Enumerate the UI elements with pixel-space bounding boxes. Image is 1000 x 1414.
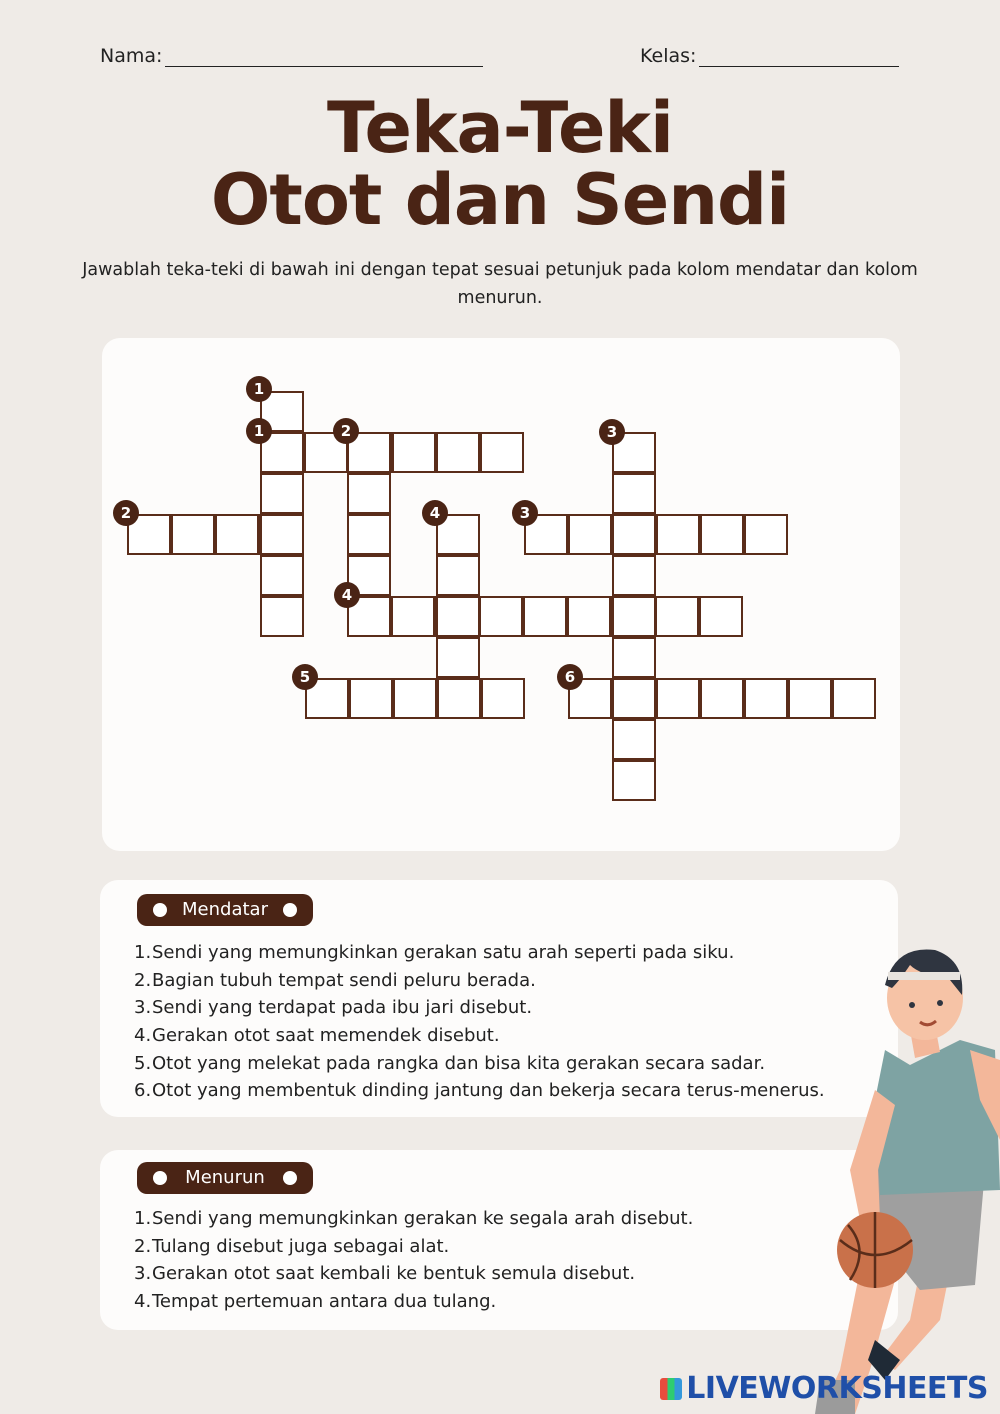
menurun-clue-1: 1.Sendi yang memungkinkan gerakan ke segala arah disebut. [134,1208,694,1229]
crossword-across-3-cell-2[interactable] [568,514,612,555]
logo-text: LIVEWORKSHEETS [686,1371,988,1406]
menurun-pill [137,1162,313,1194]
crossword-across-3-cell-5[interactable] [700,514,744,555]
class-line[interactable] [699,44,899,67]
menurun-clue-2: 2.Tulang disebut juga sebagai alat. [134,1236,450,1257]
clue-number-a5: 5 [292,664,318,690]
logo-icon [660,1378,682,1400]
clue-number-d2: 2 [333,418,359,444]
class-field [640,44,899,67]
clue-number-a3: 3 [512,500,538,526]
crossword-across-1-cell-5[interactable] [436,432,480,473]
crossword-across-6-cell-4[interactable] [700,678,744,719]
crossword-down-2-cell-2[interactable] [347,473,391,514]
crossword-card [102,338,900,851]
crossword-across-2-cell-2[interactable] [171,514,215,555]
basketball-player-illustration [800,940,1000,1414]
crossword-across-4-cell-6[interactable] [567,596,611,637]
crossword-across-3-cell-4[interactable] [656,514,700,555]
crossword-down-1-cell-5[interactable] [260,555,304,596]
menurun-clue-3: 3.Gerakan otot saat kembali ke bentuk semula disebut. [134,1263,636,1284]
mendatar-pill [137,894,313,926]
name-field [100,44,483,67]
mendatar-clue-4: 4.Gerakan otot saat memendek disebut. [134,1025,500,1046]
crossword-across-1-cell-4[interactable] [392,432,436,473]
crossword-across-6-cell-6[interactable] [788,678,832,719]
class-label: Kelas: [640,45,697,67]
clue-number-a2: 2 [113,500,139,526]
clue-number-a6: 6 [557,664,583,690]
clue-number-d4: 4 [422,500,448,526]
mendatar-label: Mendatar [182,899,268,920]
crossword-down-2-cell-3[interactable] [347,514,391,555]
mendatar-clue-6: 6.Otot yang membentuk dinding jantung dan bekerja secara terus-menerus. [134,1080,825,1101]
pill-dot-right [283,1171,297,1185]
clue-number-d1: 1 [246,376,272,402]
instruction-text: Jawablah teka-teki di bawah ini dengan tepat sesuai petunjuk pada kolom mendatar dan kolom menurun. [82,260,918,308]
crossword-down-3-cell-9[interactable] [612,760,656,801]
crossword-across-4-cell-2[interactable] [391,596,435,637]
crossword-across-6-cell-7[interactable] [832,678,876,719]
crossword-down-1-cell-4[interactable] [260,514,304,555]
crossword-across-6-cell-3[interactable] [656,678,700,719]
mendatar-clue-1: 1.Sendi yang memungkinkan gerakan satu arah seperti pada siku. [134,942,735,963]
menurun-label: Menurun [185,1167,265,1188]
crossword-across-4-cell-5[interactable] [523,596,567,637]
crossword-down-4-cell-2[interactable] [436,555,480,596]
title-line2: Otot dan Sendi [210,159,790,241]
crossword-down-3-cell-5[interactable] [612,596,656,637]
crossword-across-1-cell-6[interactable] [480,432,524,473]
crossword-down-3-cell-2[interactable] [612,473,656,514]
name-label: Nama: [100,45,163,67]
clue-number-a4: 4 [334,582,360,608]
crossword-across-6-cell-5[interactable] [744,678,788,719]
crossword-down-3-cell-3[interactable] [612,514,656,555]
crossword-across-5-cell-2[interactable] [349,678,393,719]
mendatar-card [100,880,898,1117]
crossword-down-3-cell-7[interactable] [612,678,656,719]
clue-number-a1: 1 [246,418,272,444]
crossword-down-3-cell-4[interactable] [612,555,656,596]
crossword-across-4-cell-4[interactable] [479,596,523,637]
crossword-down-4-cell-3[interactable] [436,596,480,637]
crossword-down-3-cell-6[interactable] [612,637,656,678]
pill-dot-right [283,903,297,917]
crossword-down-4-cell-4[interactable] [436,637,480,678]
mendatar-clue-5: 5.Otot yang melekat pada rangka dan bisa kita gerakan secara sadar. [134,1053,766,1074]
crossword-across-5-cell-3[interactable] [393,678,437,719]
menurun-clue-4: 4.Tempat pertemuan antara dua tulang. [134,1291,497,1312]
mendatar-clue-3: 3.Sendi yang terdapat pada ibu jari disebut. [134,997,533,1018]
crossword-across-5-cell-5[interactable] [481,678,525,719]
clue-number-d3: 3 [599,419,625,445]
crossword-down-1-cell-6[interactable] [260,596,304,637]
crossword-across-4-cell-8[interactable] [655,596,699,637]
crossword-down-1-cell-3[interactable] [260,473,304,514]
crossword-down-3-cell-8[interactable] [612,719,656,760]
crossword-across-3-cell-6[interactable] [744,514,788,555]
crossword-across-5-cell-4[interactable] [437,678,481,719]
crossword-across-2-cell-3[interactable] [215,514,259,555]
menurun-card [100,1150,898,1330]
title-line1: Teka-Teki [327,87,673,169]
crossword-across-4-cell-9[interactable] [699,596,743,637]
mendatar-clue-2: 2.Bagian tubuh tempat sendi peluru berada. [134,970,536,991]
liveworksheets-logo [660,1371,988,1406]
name-line[interactable] [165,44,483,67]
